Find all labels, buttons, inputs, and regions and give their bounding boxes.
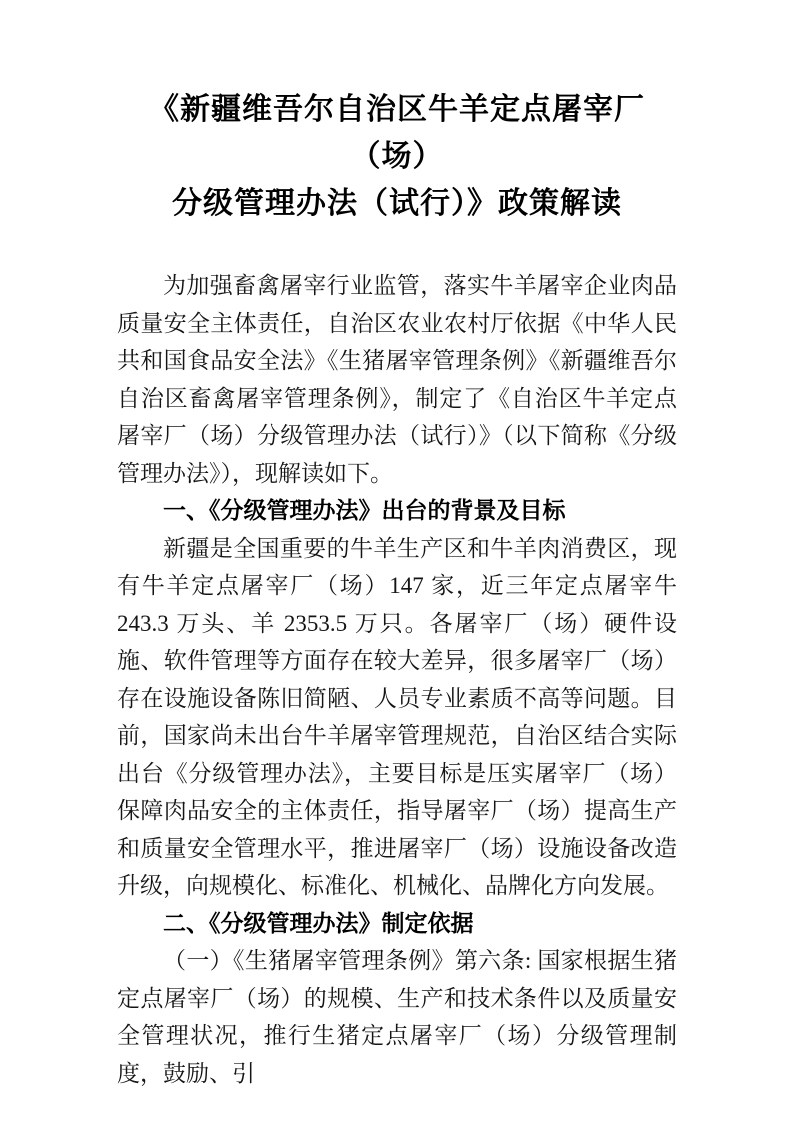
paragraph-background: 新疆是全国重要的牛羊生产区和牛羊肉消费区，现有牛羊定点屠宰厂（场）147 家，近三年定点屠宰牛 243.3 万头、羊 2353.5 万只。各屠宰厂（场）硬件设施、软件管理等方面存在较大差异，很多屠宰厂（场）存在设施设备陈旧简陋、人员专业素质不高等问题。目前，国家尚未出台牛羊屠宰管理规范，自治区结合实际出台《分级管理办法》，主要目标是压实屠宰厂（场）保障肉品安全的主体责任，指导屠宰厂（场）提高生产和质量安全管理水平，推进屠宰厂（场）设施设备改造升级，向规模化、标准化、机械化、品牌化方向发展。 — [117, 535, 677, 898]
paragraph-intro: 为加强畜禽屠宰行业监管，落实牛羊屠宰企业肉品质量安全主体责任，自治区农业农村厅依据《中华人民共和国食品安全法》《生猪屠宰管理条例》《新疆维吾尔自治区畜禽屠宰管理条例》，制定了《自治区牛羊定点屠宰厂（场）分级管理办法（试行）》（以下简称《分级管理办法》），现解读如下。 — [117, 273, 677, 486]
document-title — [117, 86, 677, 227]
document-body — [117, 267, 677, 1092]
document-title-line1: 《新疆维吾尔自治区牛羊定点屠宰厂（场） — [149, 93, 645, 173]
section-heading-background: 一、《分级管理办法》出台的背景及目标 — [163, 497, 566, 523]
document-title-line2: 分级管理办法（试行）》政策解读 — [172, 187, 622, 220]
section-heading-basis: 二、《分级管理办法》制定依据 — [163, 909, 474, 936]
paragraph-basis: （一）《生猪屠宰管理条例》第六条: 国家根据生猪定点屠宰厂（场）的规模、生产和技术条件以及质量安全管理状况，推行生猪定点屠宰厂（场）分级管理制度，鼓励、引 — [117, 948, 677, 1086]
